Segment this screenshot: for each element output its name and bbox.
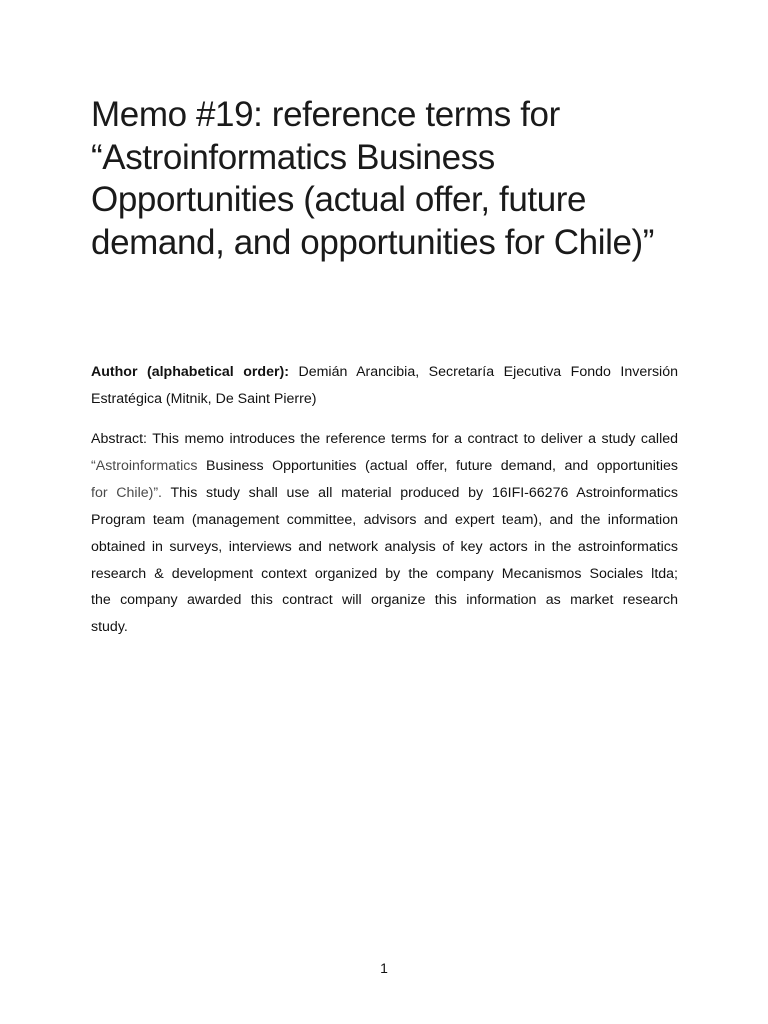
author-label: Author (alphabetical order): (91, 364, 289, 380)
abstract-line: Program team (management committee, advisors and expert team), and the information (91, 511, 678, 528)
abstract-text: Business Opportunities (actual offer, future demand, and opportunities (197, 457, 678, 474)
abstract-line: Abstract: This memo introduces the reference terms for a contract to deliver a study called (91, 431, 678, 447)
memo-title (91, 94, 691, 264)
page-number: 1 (380, 960, 388, 976)
title-line: “Astroinformatics Business (91, 137, 495, 177)
author-paragraph (91, 359, 678, 413)
abstract-paragraph (91, 426, 678, 641)
title-line: Memo #19: reference terms for (91, 95, 560, 134)
study-name-fragment: “Astroinformatics (91, 457, 198, 474)
abstract-text: This study shall use all material produced by 16IFI-66276 Astroinformatics (162, 484, 678, 501)
title-line: demand, and opportunities for Chile)” (91, 222, 655, 262)
abstract-line (91, 453, 678, 480)
abstract-line: the company awarded this contract will organize this information as market research (91, 592, 678, 609)
study-name-fragment: for Chile)”. (91, 484, 163, 501)
title-line: Opportunities (actual offer, future (91, 180, 587, 219)
abstract-line: research & development context organized by the company Mecanismos Sociales ltda; (91, 565, 678, 582)
abstract-line: obtained in surveys, interviews and network analysis of key actors in the astroinformatics (91, 538, 678, 555)
author-names: Demián Arancibia, Secretaría Ejecutiva Fondo Inversión Estratégica (Mitnik, De Saint Pierre) (91, 364, 678, 407)
abstract-line: study. (91, 619, 128, 636)
abstract-line (91, 480, 678, 507)
